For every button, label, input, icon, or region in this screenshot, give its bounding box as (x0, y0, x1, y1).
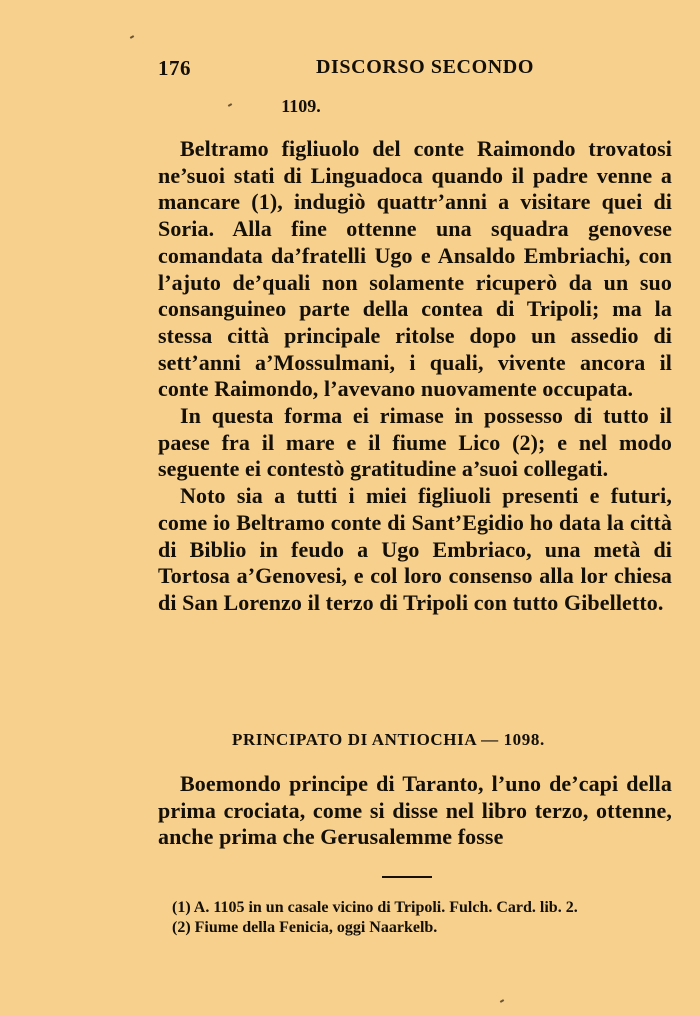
paragraph: Beltramo figliuolo del conte Raimondo trovatosi ne’suoi stati di Linguadoca quando il padre venne a mancare (1), indugiò quattr’anni a visitare quei di Soria. Alla fine ottenne una squadra genovese comandata da’fratelli Ugo e Ansaldo Embriachi, con l’ajuto de’quali non solamente ricuperò da un suo consanguineo parte della contea di Tripoli; ma la stessa città principale ritolse dopo un assedio di sett’anni a’Mossulmani, i quali, vivente ancora il conte Raimondo, l’avevano nuovamente occupata. (158, 136, 672, 402)
paragraph: Noto sia a tutti i miei figliuoli presenti e futuri, come io Beltramo conte di Sant’Egidio ho data la città di Biblio in feudo a Ugo Embriaco, una metà di Tortosa a’Genovesi, e col loro consenso alla lor chiesa di San Lorenzo il terzo di Tripoli con tutto Gibelletto. (158, 483, 672, 615)
paragraph: In questa forma ei rimase in possesso di tutto il paese fra il mare e il fiume Lico (2); e nel modo seguente ei contestò gratitudine a’suoi collegati. (158, 403, 672, 482)
page-number: 176 (158, 56, 191, 80)
paragraph: Boemondo principe di Taranto, l’uno de’capi della prima crociata, come si disse nel libro terzo, ottenne, anche prima che Gerusalemme fosse (158, 771, 672, 850)
section-text-block (158, 771, 672, 851)
footnote-divider (382, 876, 432, 878)
paper-speck (500, 999, 504, 1003)
footnotes (142, 898, 672, 938)
page-header (158, 50, 670, 90)
footnote: (1) A. 1105 in un casale vicino di Tripoli. Fulch. Card. lib. 2. (172, 899, 578, 916)
footnote: (2) Fiume della Fenicia, oggi Naarkelb. (172, 919, 438, 936)
main-text-block (158, 136, 672, 617)
year-heading: 1109. (281, 96, 321, 116)
running-title: DISCORSO SECONDO (316, 56, 534, 78)
paper-speck (130, 35, 134, 39)
section-heading: PRINCIPATO DI ANTIOCHIA — 1098. (232, 730, 545, 749)
